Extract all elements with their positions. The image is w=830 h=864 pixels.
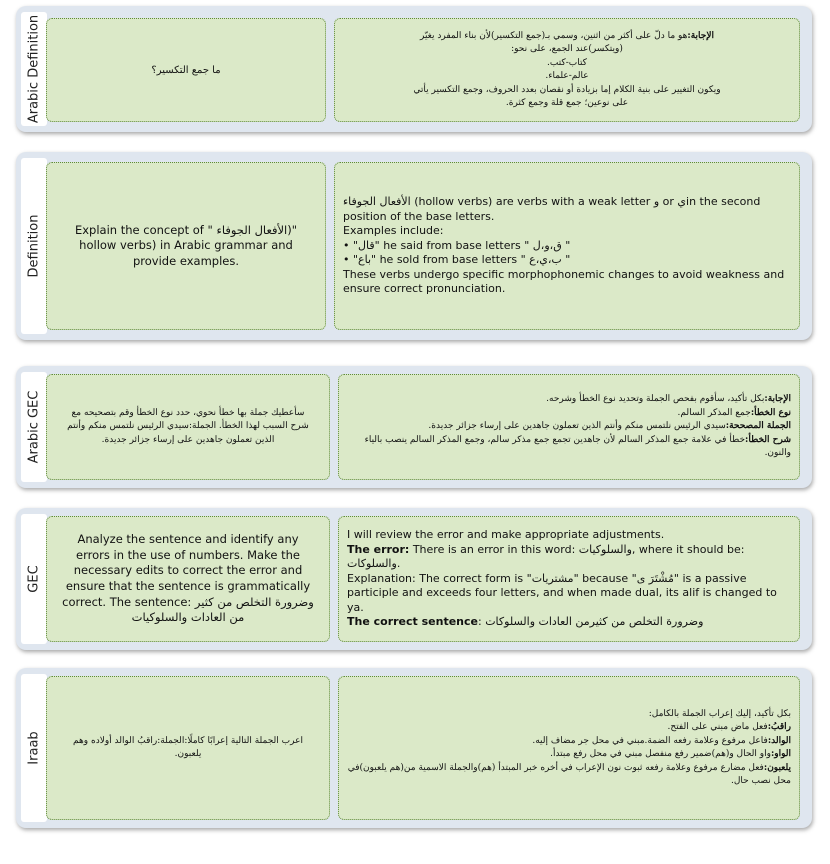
- answer-bold: نوع الخطأ:: [750, 407, 791, 418]
- answer-text: سيدي الرئيس نلتمس منكم وأنتم الذين تعملون جاهدين على إرساء جزائر جديدة.: [428, 421, 726, 432]
- answer-text: ويكون التغيير على بنية الكلام إما بزيادة أو نقصان بعدد الحروف، وجمع التكسير يأتي: [413, 84, 721, 95]
- question-box: [46, 676, 330, 820]
- answer-box: [334, 162, 800, 330]
- panel-label-tab: [21, 158, 47, 334]
- answer-text: فعل مضارع مرفوع وعلامة رفعه ثبوت نون الإعراب في أخره خبر المبتدأ (هم)والجملة الاسمية من(هم يلعبون)في محل نصب حال.: [347, 762, 791, 786]
- answer-text: : وضرورة التخلص من كثيرمن العادات والسلوكات: [478, 615, 704, 629]
- answer-bold: الواو:: [770, 749, 791, 759]
- panel-label-tab: [21, 674, 47, 822]
- question-box: [46, 374, 330, 480]
- answer-text: خطأ في علامة جمع المذكر السالم لأن جاهدين تجمع جمع مذكر سالم، وجمع المذكر السالم ينصب بالياء والنون.: [364, 434, 791, 459]
- answer-text: بكل تأكيد، سأقوم بفحص الجملة وتحديد نوع الخطأ وشرحه.: [546, 394, 765, 405]
- panel-label-tab: [21, 514, 47, 644]
- answer-text: I will review the error and make appropriate adjustments.: [347, 528, 665, 542]
- question-box: [46, 18, 326, 122]
- answer-text: هو ما دلّ على أكثر من اثنين، وسمي بـ(جمع التكسير)لأن بناء المفرد يغيّر: [419, 30, 688, 41]
- answer-box: [338, 516, 800, 642]
- question-text: اعرب الجملة التالية إعرابًا كاملًا:الجملة:راقبُ الوالد أولاده وهم يلعبون.: [73, 735, 303, 759]
- answer-box: [338, 676, 800, 820]
- answer-text: • "باع" he sold from base letters " ب،ي،ع ": [343, 253, 571, 267]
- answer-text: كتاب-كتب.: [547, 57, 587, 68]
- panel-arabic-definition: [16, 6, 812, 132]
- answer-text: Explanation: The correct form is "مشتريات" because "مُشْتَرَ ى" is a passive participle and exceeds four letters, and when made dual, its alif is changed to ya.: [347, 571, 777, 614]
- question-text: سأعطيك جملة بها خطأ نحوي، حدد نوع الخطأ وقم بتصحيحه مع شرح السبب لهذا الخطأ. الجملة:سيدي الرئيس نلتمس منكم وأنتم الذين تعملون جاهدين على إرساء جزائر جديدة.: [67, 407, 309, 445]
- answer-text: الأفعال الجوفاء (hollow verbs) are verbs with a weak letter و or يin the second position of the base letters.: [343, 195, 761, 223]
- panel-label-tab: [21, 12, 47, 126]
- answer-bold: The error:: [347, 542, 410, 556]
- answer-text: There is an error in this word: والسلوكيات, where it should be: والسلوكات.: [347, 542, 745, 571]
- answer-text: بكل تأكيد، إليك إعراب الجملة بالكامل:: [648, 708, 791, 719]
- panel-gec: [16, 508, 812, 650]
- panel-label: Iraab: [26, 731, 42, 765]
- answer-bold: The correct sentence: [347, 615, 478, 629]
- answer-text: Examples include:: [343, 224, 444, 238]
- answer-text: • "قال" he said from base letters " ق،و،ل ": [343, 238, 571, 252]
- question-text: ما جمع التكسير؟: [151, 64, 221, 76]
- question-text: Explain the concept of " الأفعال الجوفاء)" hollow verbs) in Arabic grammar and provide examples.: [74, 222, 298, 268]
- answer-text: واو الحال و(هم)ضمير رفع منفصل مبني في محل رفع مبتدأ.: [550, 749, 771, 759]
- answer-text: فاعل مرفوع وعلامة رفعه الضمة.مبني في محل جر مضاف إليه.: [532, 735, 768, 746]
- answer-text: عالم-علماء.: [545, 71, 589, 81]
- panel-arabic-gec: [16, 366, 812, 488]
- panel-definition: [16, 152, 812, 340]
- panel-label-tab: [21, 372, 47, 482]
- answer-bold: شرح الخطأ:: [745, 434, 791, 445]
- answer-bold: الإجابة:: [687, 30, 714, 41]
- answer-box: [338, 374, 800, 480]
- panel-label: Arabic GEC: [26, 390, 42, 464]
- question-box: [46, 516, 330, 642]
- panel-label: GEC: [26, 565, 42, 593]
- answer-bold: الوالد:: [767, 735, 791, 746]
- panel-label: Arabic Definition: [26, 14, 42, 124]
- question-box: [46, 162, 326, 330]
- answer-text: (ويتكسر)عند الجمع، على نحو:: [511, 44, 623, 54]
- answer-text: جمع المذكر السالم.: [677, 407, 751, 418]
- answer-bold: الجملة المصححة:: [725, 421, 791, 432]
- panel-iraab: [16, 668, 812, 828]
- answer-box: [334, 18, 800, 122]
- answer-bold: راقبُ:: [767, 722, 791, 732]
- panel-label: Definition: [26, 214, 42, 278]
- answer-bold: يلعبون:: [763, 762, 791, 773]
- answer-text: These verbs undergo specific morphophonemic changes to avoid weakness and ensure correct pronunciation.: [343, 267, 785, 296]
- answer-bold: الإجابة:: [764, 394, 791, 405]
- answer-text: على نوعين؛ جمع قلة وجمع كثرة.: [505, 98, 629, 108]
- question-text: Analyze the sentence and identify any errors in the use of numbers. Make the necessary edits to correct the error and ensure that the sentence is grammatically correct. The sentence: وضرورة التخلص من كثير من العادات والسلوكيات: [62, 532, 314, 625]
- answer-text: فعل ماض مبني على الفتح.: [667, 722, 768, 732]
